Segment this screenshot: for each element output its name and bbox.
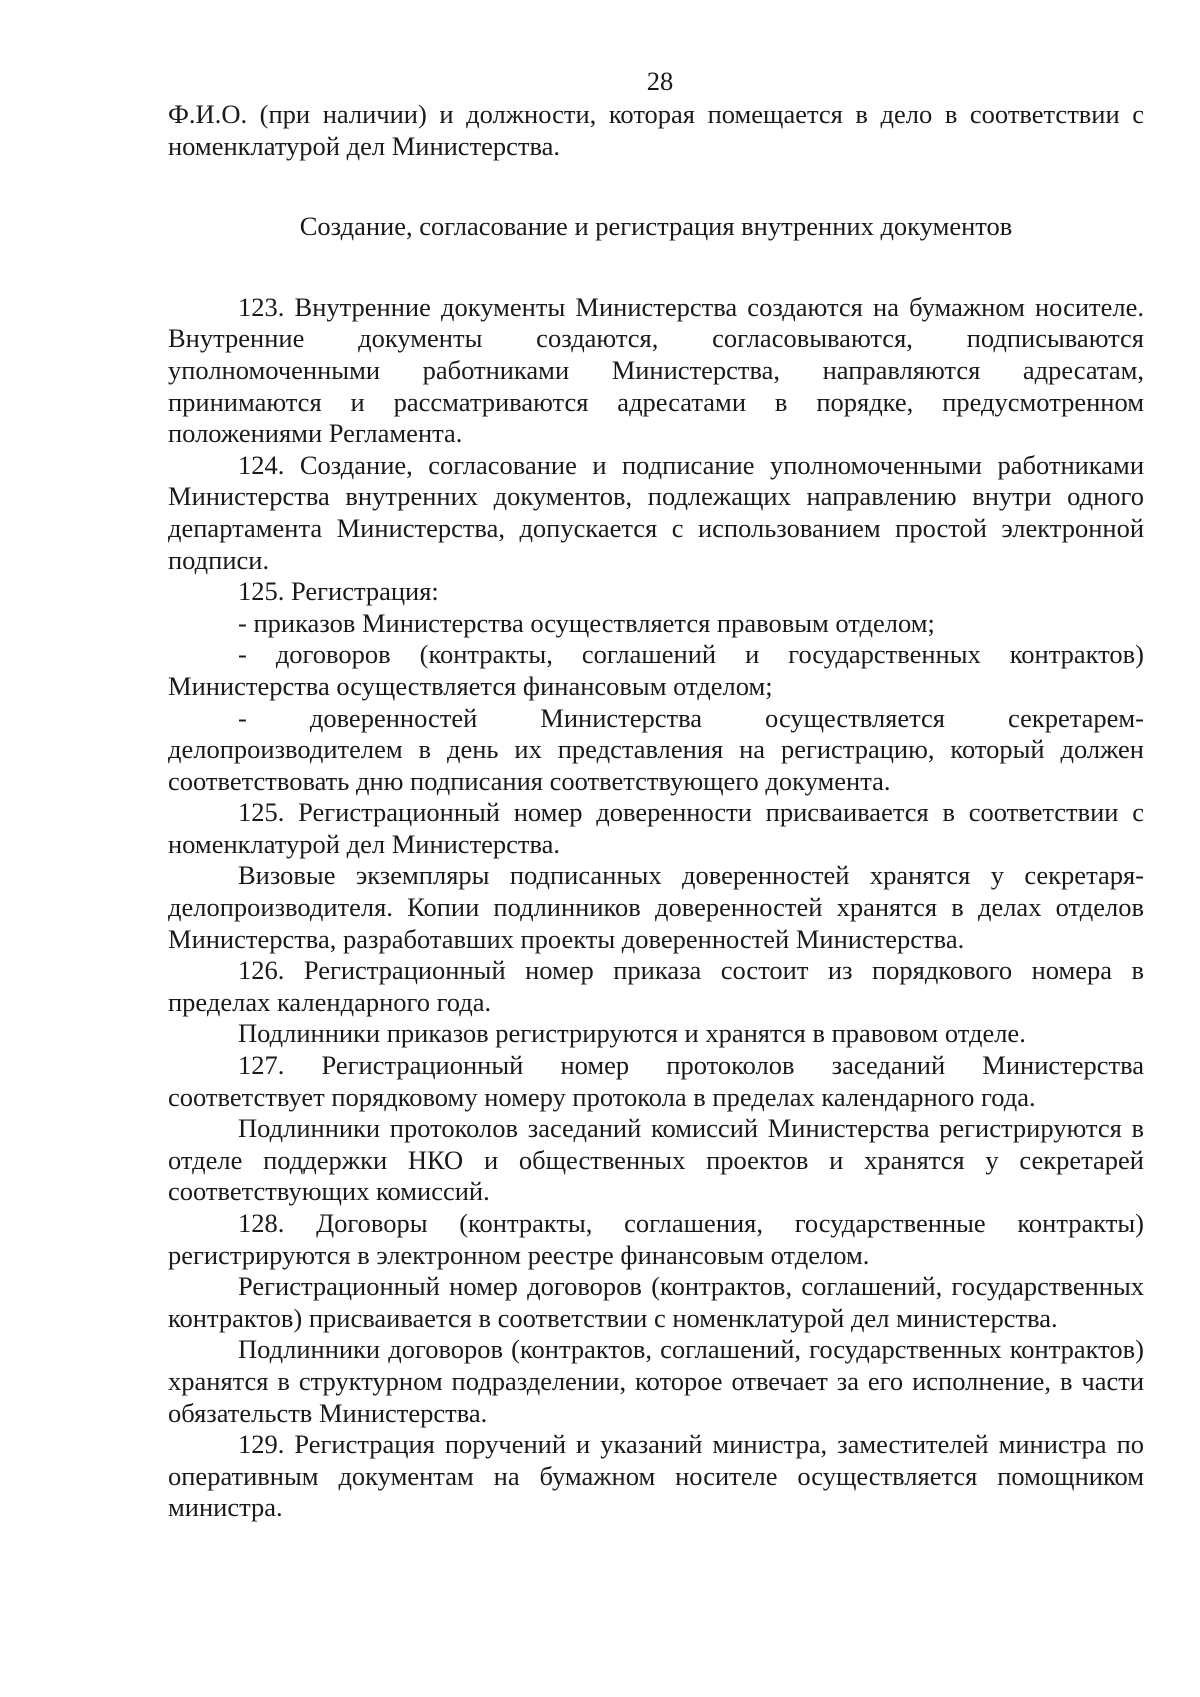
- list-item-powers-of-attorney: - доверенностей Министерства осуществляется секретарем-делопроизводителем в день их представления на регистрацию, который должен соответствовать дню подписания соответствующего документа.: [168, 702, 1144, 796]
- page-number: 28: [646, 66, 674, 96]
- document-body: [168, 99, 1144, 1524]
- paragraph-126: 126. Регистрационный номер приказа состоит из порядкового номера в пределах календарного года.: [168, 955, 1144, 1017]
- paragraph-127: 127. Регистрационный номер протоколов заседаний Министерства соответствует порядковому номеру протокола в пределах календарного года.: [168, 1050, 1144, 1112]
- paragraph-contracts-number: Регистрационный номер договоров (контрактов, соглашений, государственных контрактов) присваивается в соответствии с номенклатурой дел министерства.: [168, 1271, 1144, 1333]
- paragraph-contracts-originals: Подлинники договоров (контрактов, соглашений, государственных контрактов) хранятся в структурном подразделении, которое отвечает за его исполнение, в части обязательств Министерства.: [168, 1334, 1144, 1428]
- section-heading: Создание, согласование и регистрация внутренних документов: [299, 211, 1013, 242]
- list-item-contracts: - договоров (контракты, соглашений и государственных контрактов) Министерства осуществляется финансовым отделом;: [168, 639, 1144, 701]
- paragraph-orders-originals: Подлинники приказов регистрируются и хранятся в правовом отделе.: [238, 1018, 1026, 1049]
- paragraph-129: 129. Регистрация поручений и указаний министра, заместителей министра по оперативным документам на бумажном носителе осуществляется помощником министра.: [168, 1429, 1144, 1523]
- paragraph-125-registration: 125. Регистрация:: [238, 576, 439, 607]
- paragraph-128: 128. Договоры (контракты, соглашения, государственные контракты) регистрируются в электронном реестре финансовым отделом.: [168, 1208, 1144, 1270]
- paragraph-fio-continuation: Ф.И.О. (при наличии) и должности, которая помещается в дело в соответствии с номенклатурой дел Министерства.: [168, 99, 1144, 161]
- paragraph-125-number: 125. Регистрационный номер доверенности присваивается в соответствии с номенклатурой дел Министерства.: [168, 797, 1144, 859]
- paragraph-visa-copies: Визовые экземпляры подписанных доверенностей хранятся у секретаря-делопроизводителя. Копии подлинников доверенностей хранятся в делах отделов Министерства, разработавших проекты доверенностей Министерства.: [168, 860, 1144, 954]
- paragraph-protocols-originals: Подлинники протоколов заседаний комиссий Министерства регистрируются в отделе поддержки НКО и общественных проектов и хранятся у секретарей соответствующих комиссий.: [168, 1113, 1144, 1207]
- paragraph-123: 123. Внутренние документы Министерства создаются на бумажном носителе. Внутренние документы создаются, согласовываются, подписываются уполномоченными работниками Министерства, направляются адресатам, принимаются и рассматриваются адресатами в порядке, предусмотренном положениями Регламента.: [168, 291, 1144, 449]
- list-item-orders: - приказов Министерства осуществляется правовым отделом;: [238, 607, 935, 638]
- paragraph-124: 124. Создание, согласование и подписание уполномоченными работниками Министерства внутренних документов, подлежащих направлению внутри одного департамента Министерства, допускается с использованием простой электронной подписи.: [168, 449, 1144, 575]
